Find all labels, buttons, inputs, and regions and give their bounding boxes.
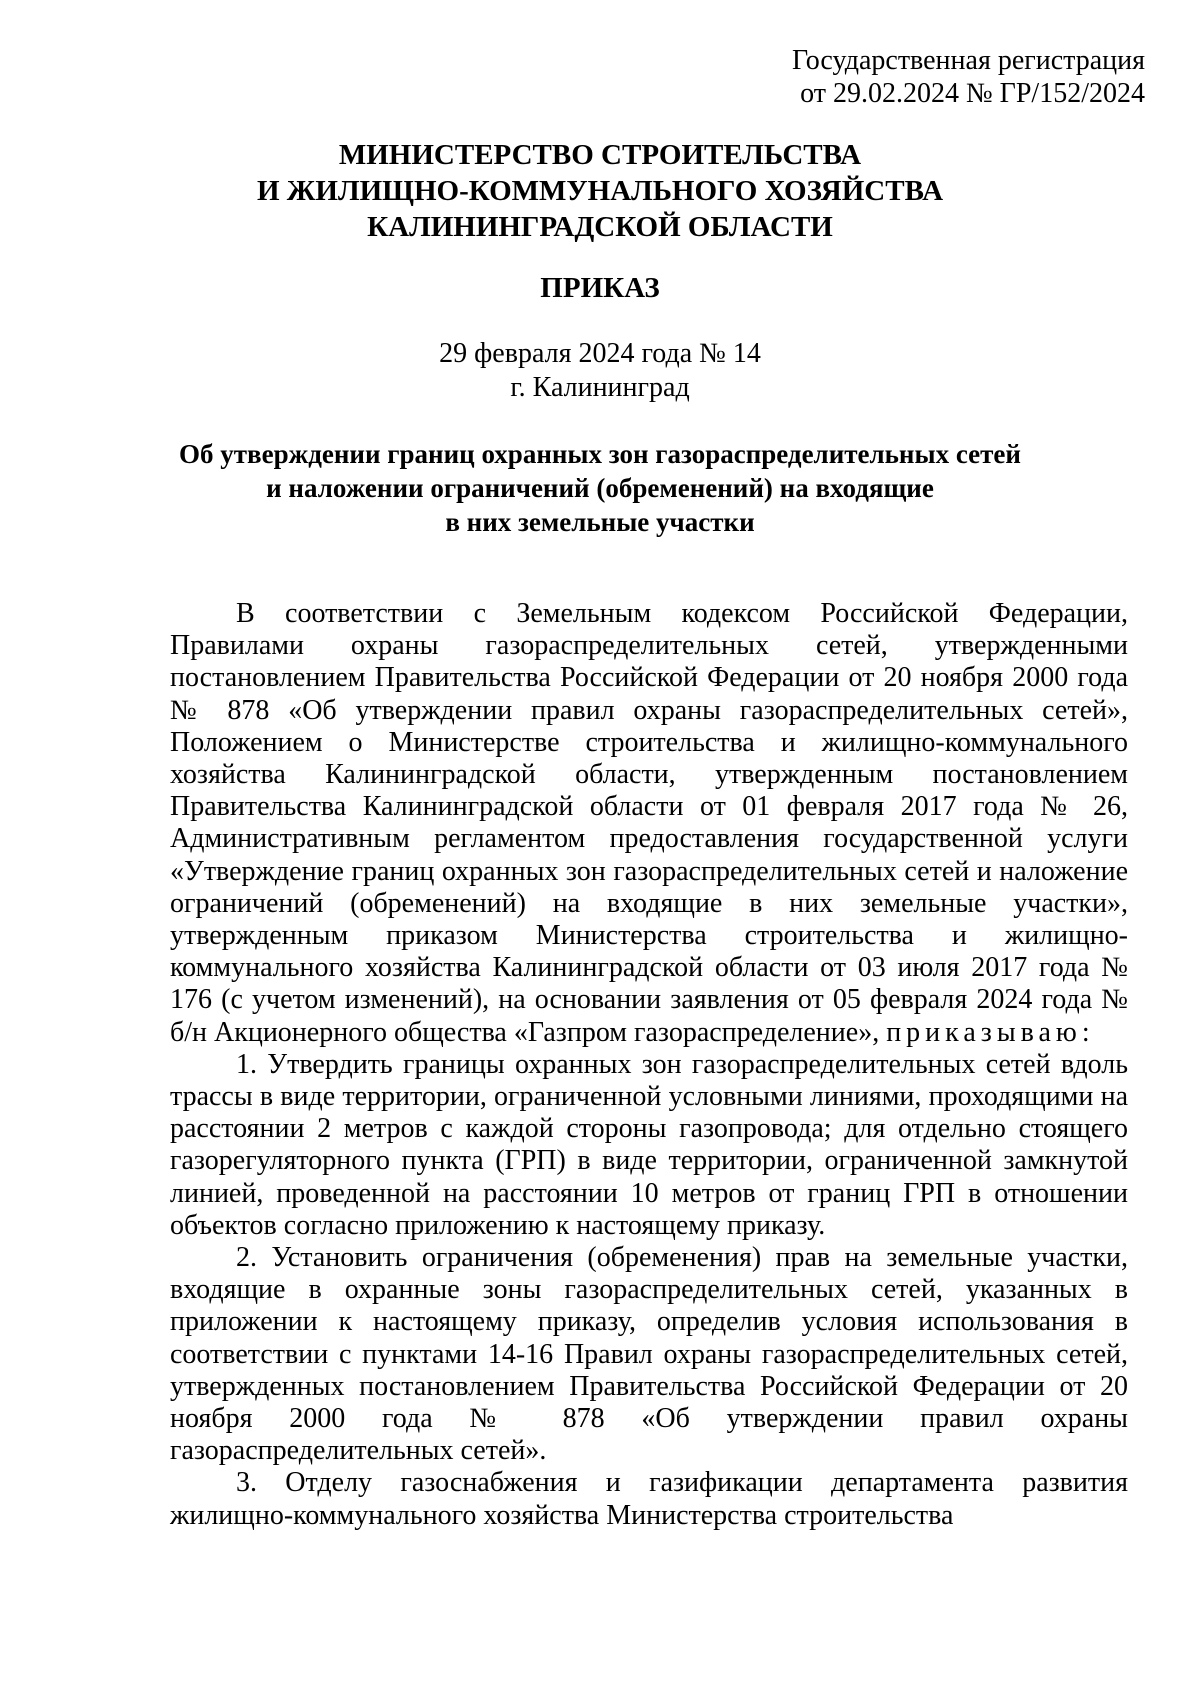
state-registration-stamp [792, 44, 1145, 110]
order-item-2: 2. Установить ограничения (обременения) прав на земельные участки, входящие в охранные зоны газораспределительных сетей, указанных в приложении к настоящему приказу, определив условия использования в соответствии с пунктами 14-16 Правил охраны газораспределительных сетей, утвержденных постановлением Правительства Российской Федерации от 20 ноября 2000 года № 878 «Об утверждении правил охраны газораспределительных сетей». [170, 1242, 1128, 1467]
ministry-header-line-3: КАЛИНИНГРАДСКОЙ ОБЛАСТИ [367, 211, 833, 243]
subject-line-3: в них земельные участки [445, 507, 755, 537]
document-body [170, 598, 1128, 1532]
document-city: г. Калининград [510, 372, 690, 403]
document-type-title: ПРИКАЗ [540, 272, 660, 304]
decree-word: приказываю: [886, 1016, 1095, 1048]
subject-line-2: и наложении ограничений (обременений) на входящие [266, 473, 934, 503]
order-item-3: 3. Отделу газоснабжения и газификации департамента развития жилищно-коммунального хозяйства Министерства строительства [170, 1467, 1128, 1531]
order-item-1: 1. Утвердить границы охранных зон газораспределительных сетей вдоль трассы в виде территории, ограниченной условными линиями, проходящими на расстоянии 2 метров с каждой стороны газопровода; для отдельно стоящего газорегуляторного пункта (ГРП) в виде территории, ограниченной замкнутой линией, проведенной на расстоянии 10 метров от границ ГРП в отношении объектов согласно приложению к настоящему приказу. [170, 1048, 1128, 1241]
registration-label: Государственная регистрация [792, 45, 1145, 76]
document-date-number: 29 февраля 2024 года № 14 [439, 338, 761, 369]
registration-number: от 29.02.2024 № ГР/152/2024 [800, 78, 1145, 109]
ministry-header-line-2: И ЖИЛИЩНО-КОММУНАЛЬНОГО ХОЗЯЙСТВА [256, 175, 944, 207]
document-subject [0, 437, 1200, 539]
preamble-text: В соответствии с Земельным кодексом Российской Федерации, Правилами охраны газораспределительных сетей, утвержденными постановлением Правительства Российской Федерации от 20 ноября 2000 года № 878 «Об утверждении правил охраны газораспределительных сетей», Положением о Министерстве строительства и жилищно-коммунального хозяйства Калининградской области, утвержденным постановлением Правительства Калининградской области от 01 февраля 2017 года № 26, Административным регламентом предоставления государственной услуги «Утверждение границ охранных зон газораспределительных сетей и наложение ограничений (обременений) на входящие в них земельные участки», утвержденным приказом Министерства строительства и жилищно-коммунального хозяйства Калининградской области от 03 июля 2017 года № 176 (с учетом изменений), на основании заявления от 05 февраля 2024 года № б/н Акционерного общества «Газпром газораспределение», [170, 598, 1128, 1048]
preamble-paragraph [170, 598, 1128, 1049]
ministry-header [0, 137, 1200, 245]
subject-line-1: Об утверждении границ охранных зон газораспределительных сетей [179, 439, 1021, 469]
document-date-and-place [0, 337, 1200, 405]
ministry-header-line-1: МИНИСТЕРСТВО СТРОИТЕЛЬСТВА [338, 139, 862, 171]
